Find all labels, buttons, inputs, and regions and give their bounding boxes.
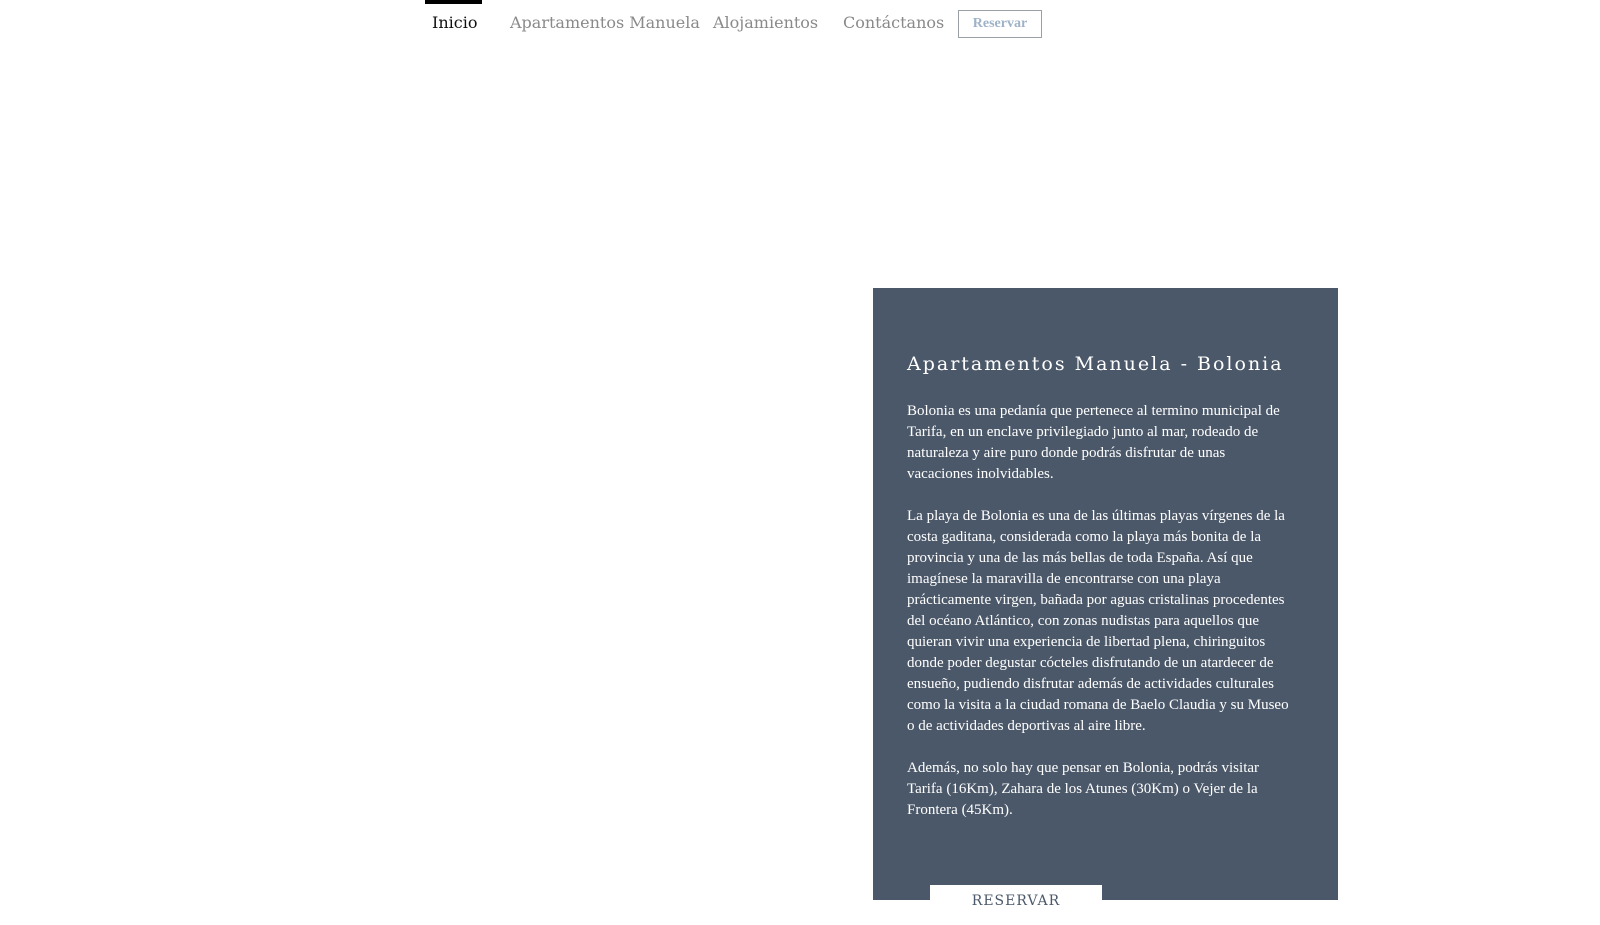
- main-navigation: [0, 0, 1600, 60]
- nav-item-apartamentos-manuela[interactable]: Apartamentos Manuela: [510, 13, 700, 32]
- paragraph-intro: Bolonia es una pedanía que pertenece al termino municipal de Tarifa, en un enclave privilegiado junto al mar, rodeado de naturaleza y aire puro donde podrás disfrutar de unas vacaciones inolvidables.: [907, 403, 1280, 482]
- nav-item-alojamientos[interactable]: Alojamientos: [713, 13, 819, 32]
- nav-item-contactanos[interactable]: Contáctanos: [843, 13, 945, 32]
- info-panel: [873, 288, 1338, 909]
- panel-title: Apartamentos Manuela - Bolonia: [907, 353, 1284, 375]
- nav-item-inicio[interactable]: Inicio: [432, 13, 478, 32]
- active-indicator: [425, 0, 482, 4]
- paragraph-alrededores: Además, no solo hay que pensar en Bolonia, podrás visitar Tarifa (16Km), Zahara de los Atunes (30Km) o Vejer de la Frontera (45Km).: [907, 760, 1260, 818]
- reservar-nav-button[interactable]: Reservar: [958, 10, 1042, 38]
- reservar-button[interactable]: RESERVAR: [930, 885, 1102, 925]
- paragraph-playa: La playa de Bolonia es una de las últimas playas vírgenes de la costa gaditana, considerada como la playa más bonita de la provincia y una de las más bellas de toda España. Así que imagínese la maravilla de encontrarse con una playa prácticamente virgen, bañada por aguas cristalinas procedentes del océano Atlántico, con zonas nudistas para aquellos que quieran vivir una experiencia de libertad plena, chiringuitos donde poder degustar cócteles disfrutando de un atardecer de ensueño, pudiendo disfrutar además de actividades culturales como la visita a la ciudad romana de Baelo Claudia y su Museo o de actividades deportivas al aire libre.: [907, 508, 1289, 734]
- panel-description: [907, 401, 1294, 821]
